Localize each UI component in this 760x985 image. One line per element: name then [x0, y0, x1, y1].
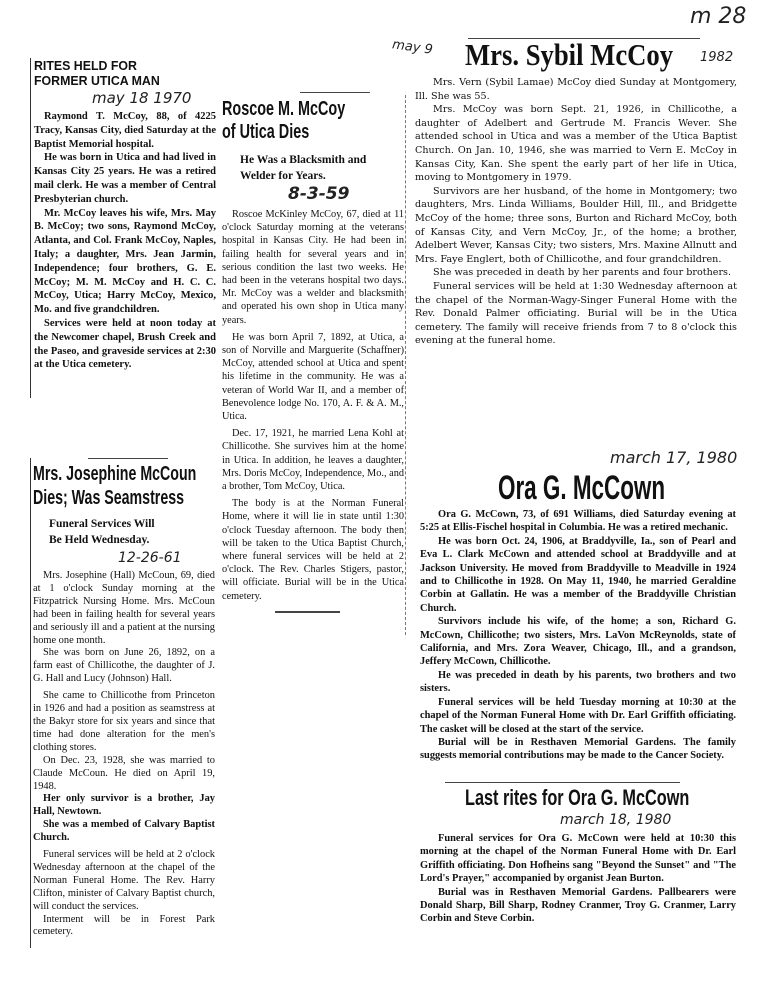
paragraph: Survivors are her husband, of the home in Montgomery; two daughters, Mrs. Linda Williams, Boulder Hill, Ill., and Bridgette McCoy of the home; three sons, Burton and Richard McCoy, both of Kansas City, and Vern McCoy, Jr., of the home; a brother, Adelbert Wever, Kansas City; two sisters, Mrs. Maxine Allnutt and Mrs. Faye Englert, both of Chillicothe, and four grandchildren. [415, 185, 737, 265]
paragraph: He was born April 7, 1892, at Utica, a son of Norville and Marguerite (Schaffner) McCoy, attended school at Utica and spent his lifetime in the community. He was a veteran of World War II, and a member of Benevolence lodge No. 170, A. F. & A. M., Utica. [222, 331, 404, 423]
paragraph: She came to Chillicothe from Princeton in 1926 and had a position as seamstress at the Bakyr store for six years and since that time had done alteration for the men's clothing stores. [33, 690, 215, 753]
paragraph: Raymond T. McCoy, 88, of 4225 Tracy, Kansas City, died Saturday at the Baptist Memorial hospital. [34, 111, 216, 150]
headline-line: of Utica Dies [222, 121, 310, 143]
handwritten-date: 8-3-59 [288, 184, 350, 204]
paragraph: Survivors include his wife, of the home; a son, Richard G. McCown, Chillicothe; two sisters, Mrs. LaVon McReynolds, state of California, and Mrs. Zora Weaver, Chicago, Ill., and a grandson, Jeffery McCown, Chillicothe. [420, 616, 736, 668]
headline-line: Roscoe M. McCoy [222, 98, 346, 120]
paragraph: He was preceded in death by his parents, two brothers and two sisters. [420, 669, 736, 695]
headline-line: FORMER UTICA MAN [34, 73, 160, 88]
clipping-border [405, 95, 406, 635]
paragraph: The body is at the Norman Funeral Home, where it will lie in state until 1:30 o'clock Tuesday afternoon. The body then will be taken to the Utica Baptist Church, where funeral services will be held at 2 o'clock. The Rev. Charles Stigers, pastor, will officiate. Burial will be in the Utica cemetery. [222, 498, 404, 602]
clipping-last-rites [420, 832, 736, 926]
handwritten-date: may 9 [391, 37, 434, 58]
paragraph: She was a membed of Calvary Baptist Church. [33, 819, 215, 844]
paragraph: Dec. 17, 1921, he married Lena Kohl at Chillicothe. She survives him at the home in Utica. In addition, he leaves a daughter, Mrs. Doris McCoy, Independence, Mo., and a brother, Tom McCoy, Utica. [222, 428, 404, 493]
headline: Ora G. McCown [498, 469, 666, 507]
paragraph: Her only survivor is a brother, Jay Hall, Newtown. [33, 793, 215, 818]
handwritten-date: 12-26-61 [118, 550, 182, 566]
headline: Mrs. Sybil McCoy [465, 37, 674, 72]
paragraph: Mrs. Josephine (Hall) McCoun, 69, died at 1 o'clock Sunday morning at the Fitzpatrick Nursing Home. Mrs. McCoun had been in failing health for several years and seriously ill and a patient at the nursing home one month. [33, 570, 215, 646]
paragraph: Funeral services will be held Tuesday morning at 10:30 at the chapel of the Norman Funeral Home with Dr. Earl Griffith officiating. The casket will be closed at the start of the service. [420, 696, 736, 735]
handwritten-date: march 17, 1980 [610, 448, 738, 467]
paragraph: Mrs. McCoy was born Sept. 21, 1926, in Chillicothe, a daughter of Adelbert and Gertrude M. Francis Wever. She attended school in Utica and was a member of the Utica Baptist Church. On Jan. 10, 1946, she was married to Vern E. McCoy in Kansas City, Kan. She spent the early part of her life in Utica, moving to Montgomery in 1979. [415, 104, 737, 184]
article-body [222, 208, 404, 613]
paragraph: Burial was in Resthaven Memorial Gardens. Pallbearers were Donald Sharp, Bill Sharp, Rodney Cranmer, Troy G. Cranmer, Larry Corbin and Steve Corbin. [420, 886, 736, 925]
clipping-raymond [34, 58, 216, 372]
headline-line: RITES HELD FOR [34, 58, 137, 73]
paragraph: Ora G. McCown, 73, of 691 Williams, died Saturday evening at 5:25 at Ellis-Fischel hospital in Columbia. He was a retired mechanic. [420, 509, 736, 534]
article-body [34, 110, 216, 372]
clipping-border [30, 58, 31, 398]
paragraph: Funeral services will be held at 2 o'clock Wednesday afternoon at the chapel of the Norman Funeral Home. The Rev. Harry Clifton, minister of Calvary Baptist church, will conduct the services. [33, 849, 215, 912]
clipping-ora [420, 508, 736, 763]
article-body [33, 570, 215, 939]
paragraph: He was born in Utica and had lived in Kansas City 25 years. He was a retired mail clerk. He was a member of Central Presbyterian church. [34, 152, 216, 205]
headline-line: Mrs. Josephine McCoun [33, 463, 197, 485]
headline-line: Dies; Was Seamstress [33, 487, 185, 509]
paragraph: Burial will be in Resthaven Memorial Gardens. The family suggests memorial contributions may be made to the Cancer Society. [420, 736, 736, 762]
divider [88, 458, 168, 459]
paragraph: Services were held at noon today at the Newcomer chapel, Brush Creek and the Paseo, and graveside services at 2:30 at the Utica cemetery. [34, 317, 216, 371]
paragraph: On Dec. 23, 1928, she was married to Claude McCoun. He died on April 19, 1948. [33, 754, 215, 792]
paragraph: She was preceded in death by her parents and four brothers. [433, 267, 732, 279]
paragraph: Mrs. Vern (Sybil Lamae) McCoy died Sunday at Montgomery, Ill. She was 55. [415, 77, 737, 102]
clipping-sybil [415, 76, 737, 348]
paragraph: He was born Oct. 24, 1906, at Braddyville, Ia., son of Pearl and Eva L. Clark McCown and attended school at Braddyville and at Jackson University. He moved from Braddyville to Meadville in 1924 and to Chillicothe in 1928. On May 11, 1940, he married Geraldine Corbin at Gallatin. He was a member of the Braddyville Christian Church. [420, 535, 736, 614]
paragraph: Funeral services will be held at 1:30 Wednesday afternoon at the chapel of the Norman-Wagy-Singer Funeral Home with the Rev. Donald Palmer officiating. Burial will be in the Utica cemetery. The family will receive friends from 7 to 8 o'clock this evening at the funeral home. [415, 280, 737, 347]
paragraph: Interment will be in Forest Park cemetery. [33, 913, 215, 938]
paragraph: Roscoe McKinley McCoy, 67, died at 11 o'clock Saturday morning at the veterans hospital in Kansas City. He had been in failing health for several years and in serious condition the last two weeks. He had been in the veterans hospital two days. Mr. McCoy was a welder and blacksmith and operated his own shop in Utica many years. [222, 209, 404, 326]
handwritten-date: march 18, 1980 [560, 812, 672, 828]
handwritten-year: 1982 [700, 50, 734, 65]
paragraph: Mr. McCoy leaves his wife, Mrs. May B. McCoy; two sons, Raymond McCoy, Atlanta, and Col. Frank McCoy, Naples, Italy; a daughter, Mrs. Jean Jarmin, Independence; four brothers, G. E. McCoy; M. M. McCoy and H. C. C. McCoy, Utica; Harry McCoy, Mexico, Mo. and five grandchildren. [34, 207, 216, 316]
headline: Last rites for Ora G. McCown [465, 785, 690, 810]
subhead-line: Welder for Years. [240, 170, 326, 182]
divider [300, 92, 370, 93]
divider [445, 782, 680, 783]
clipping-josephine [33, 462, 215, 939]
clipping-border [30, 458, 31, 948]
subhead [49, 516, 215, 548]
divider [275, 611, 340, 613]
catalog-note: m 28 [690, 4, 747, 29]
paragraph: She was born on June 26, 1892, on a farm east of Chillicothe, the daughter of J. G. Hall and Lucy (Johnson) Hall. [33, 647, 215, 685]
handwritten-date: may 18 1970 [92, 89, 192, 107]
subhead-line: He Was a Blacksmith and [240, 154, 367, 166]
subhead-line: Be Held Wednesday. [49, 534, 150, 546]
subhead [240, 152, 404, 184]
subhead-line: Funeral Services Will [49, 518, 155, 530]
clipping-roscoe [222, 98, 404, 613]
paragraph: Funeral services for Ora G. McCown were held at 10:30 this morning at the chapel of the Norman Funeral Home with Dr. Earl Griffith officiating. Don Hofheins sang "Beyond the Sunset" and "The Lord's Prayer," accompanied by organist Jean Burton. [420, 833, 736, 885]
